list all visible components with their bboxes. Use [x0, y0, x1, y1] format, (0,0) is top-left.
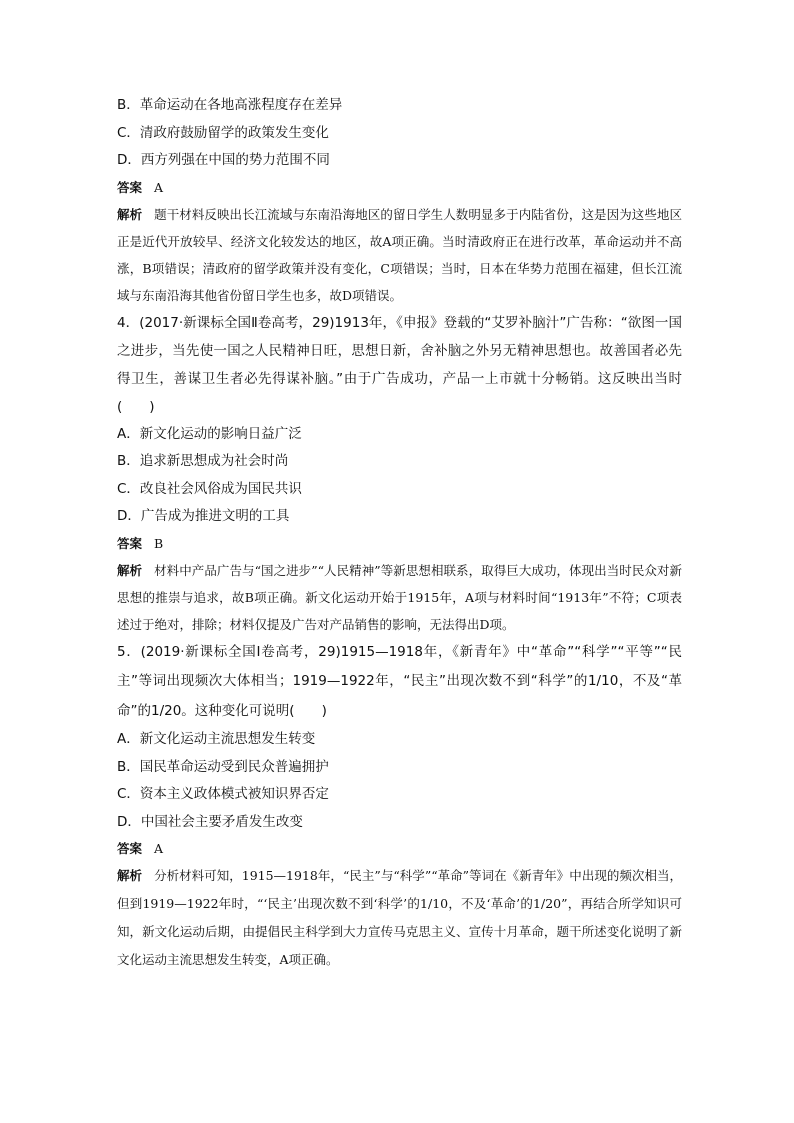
analysis-text: 材料中产品广告与“国之进步”“人民精神”等新思想相联系，取得巨大成功，体现出当时民众对新思想的推崇与追求，故B项正确。新文化运动开始于1915年，A项与材料时间“1913年”不符；C项表述过于绝对，排除；材料仅提及广告对产品销售的影响，无法得出D项。 [117, 562, 682, 632]
question-5 [117, 638, 682, 975]
analysis-text: 题干材料反映出长江流域与东南沿海地区的留日学生人数明显多于内陆省份，这是因为这些地区正是近代开放较早、经济文化较发达的地区，故A项正确。当时清政府正在进行改革，革命运动并不高涨，B项错误；清政府的留学政策并没有变化，C项错误；当时，日本在华势力范围在福建，但长江流域与东南沿海其他省份留日学生也多，故D项错误。 [117, 206, 682, 303]
answer-line [117, 531, 682, 557]
analysis-label: 解析 [117, 562, 143, 578]
answer-label: 答案 [117, 179, 143, 195]
analysis-paragraph [117, 862, 682, 974]
question-stem: 5．(2019·新课标全国Ⅰ卷高考，29)1915—1918年，《新青年》中“革命”“科学”“平等”“民主”等词出现频次大体相当；1919—1922年，“民主”出现次数不到“科学”的1/10，不及“革命”的1/20。这种变化可说明( ) [117, 643, 682, 719]
analysis-paragraph [117, 201, 682, 309]
option-d: D．西方列强在中国的势力范围不同 [117, 152, 330, 168]
option-c: C．清政府鼓励留学的政策发生变化 [117, 124, 329, 141]
option-b: B．追求新思想成为社会时尚 [117, 453, 289, 469]
option-d: D．广告成为推进文明的工具 [117, 508, 290, 524]
option-a: A．新文化运动主流思想发生转变 [117, 731, 316, 747]
option-b: B．革命运动在各地高涨程度存在差异 [117, 97, 343, 113]
answer-value: A [154, 841, 164, 856]
question-stem: 4．(2017·新课标全国Ⅱ卷高考，29)1913年，《申报》登载的“艾罗补脑汁”广告称：“欲图一国之进步，当先使一国之人民精神日旺，思想日新，舍补脑之外另无精神思想也。故善国者必先得卫生，善谋卫生者必先得谋补脑。”由于广告成功，产品一上市就十分畅销。这反映出当时( ) [117, 314, 682, 415]
analysis-paragraph [117, 557, 682, 638]
answer-value: B [154, 535, 164, 551]
option-d: D．中国社会主要矛盾发生改变 [117, 813, 303, 830]
option-c: C．改良社会风俗成为国民共识 [117, 480, 302, 497]
analysis-label: 解析 [117, 206, 143, 222]
question-4 [117, 309, 682, 638]
answer-label: 答案 [117, 841, 143, 856]
option-b: B．国民革命运动受到民众普遍拥护 [117, 758, 329, 775]
answer-label: 答案 [117, 535, 143, 551]
document-page [117, 92, 682, 974]
option-a: A．新文化运动的影响日益广泛 [117, 425, 302, 442]
analysis-label: 解析 [117, 868, 143, 883]
answer-line [117, 836, 682, 862]
answer-line [117, 175, 682, 201]
analysis-text: 分析材料可知，1915—1918年，“民主”与“科学”“革命”等词在《新青年》中出现的频次相当，但到1919—1922年时，“‘民主’出现次数不到‘科学’的1/10，不及‘革命’的1/20”，再结合所学知识可知，新文化运动后期，由提倡民主科学到大力宣传马克思主义、宣传十月革命，题干所述变化说明了新文化运动主流思想发生转变，A项正确。 [117, 868, 682, 967]
option-c: C．资本主义政体模式被知识界否定 [117, 786, 329, 802]
question-3-tail [117, 92, 682, 309]
answer-value: A [154, 179, 164, 195]
